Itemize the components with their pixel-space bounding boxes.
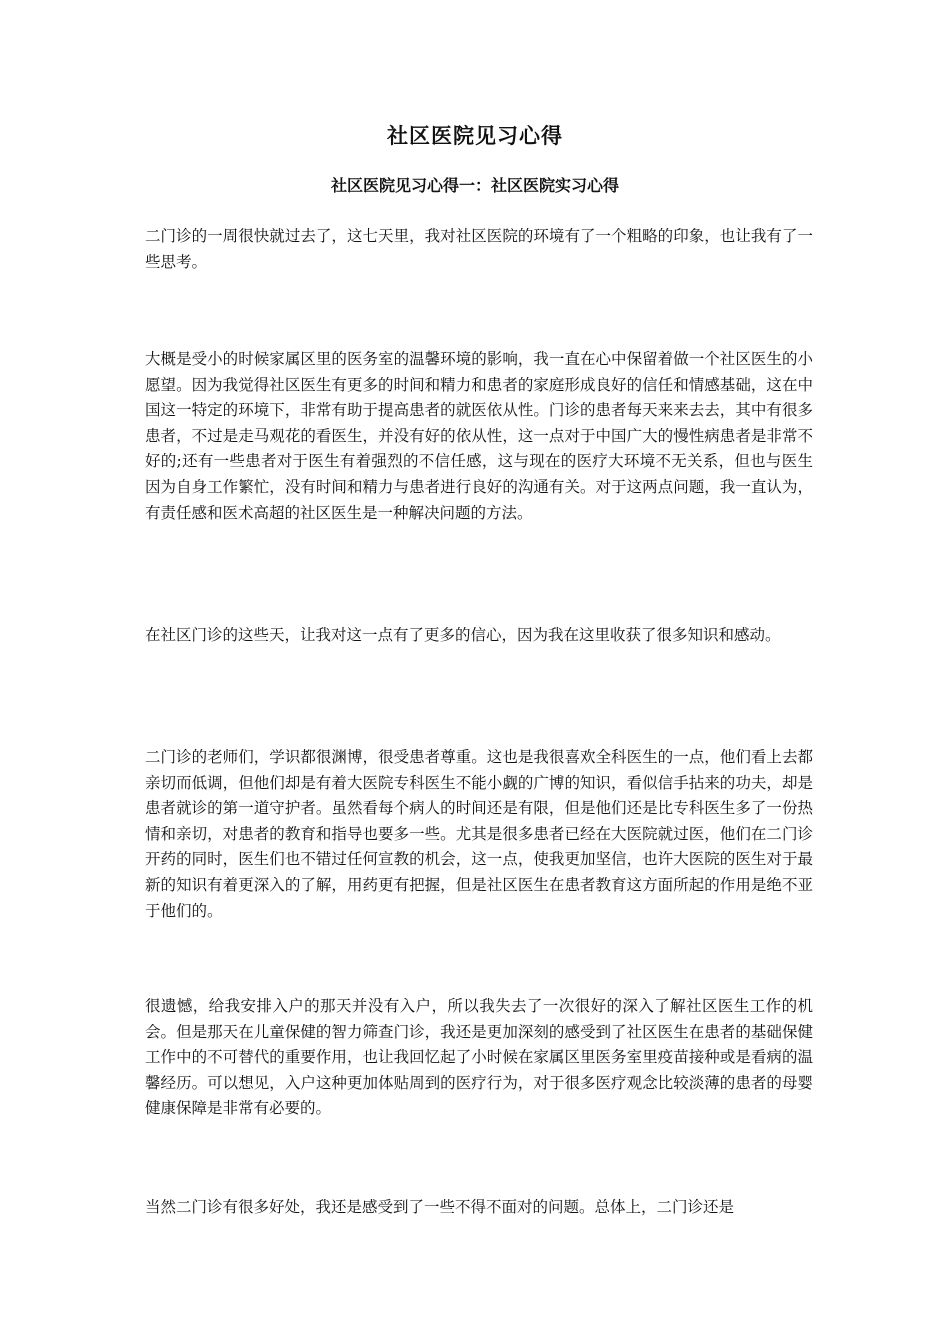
paragraph-2: 大概是受小的时候家属区里的医务室的温馨环境的影响，我一直在心中保留着做一个社区医生的小愿望。因为我觉得社区医生有更多的时间和精力和患者的家庭形成良好的信任和情感基础，这在中国这一特定的环境下，非常有助于提高患者的就医依从性。门诊的患者每天来来去去，其中有很多患者，不过是走马观花的看医生，并没有好的依从性，这一点对于中国广大的慢性病患者是非常不好的;还有一些患者对于医生有着强烈的不信任感，这与现在的医疗大环境不无关系，但也与医生因为自身工作繁忙，没有时间和精力与患者进行良好的沟通有关。对于这两点问题，我一直认为，有责任感和医术高超的社区医生是一种解决问题的方法。 <box>145 350 813 522</box>
document-title: 社区医院见习心得 <box>387 123 563 148</box>
paragraph-4: 二门诊的老师们，学识都很渊博，很受患者尊重。这也是我很喜欢全科医生的一点，他们看上去都亲切而低调，但他们却是有着大医院专科医生不能小觑的广博的知识，看似信手拈来的功夫，却是患者就诊的第一道守护者。虽然看每个病人的时间还是有限，但是他们还是比专科医生多了一份热情和亲切，对患者的教育和指导也要多一些。尤其是很多患者已经在大医院就过医，他们在二门诊开药的同时，医生们也不错过任何宣教的机会，这一点，使我更加坚信，也许大医院的医生对于最新的知识有着更深入的了解，用药更有把握，但是社区医生在患者教育这方面所起的作用是绝不亚于他们的。 <box>145 748 813 920</box>
paragraph-3: 在社区门诊的这些天，让我对这一点有了更多的信心，因为我在这里收获了很多知识和感动。 <box>145 626 781 644</box>
document-subtitle: 社区医院见习心得一：社区医院实习心得 <box>330 176 619 195</box>
paragraph-6: 当然二门诊有很多好处，我还是感受到了一些不得不面对的问题。总体上，二门诊还是 <box>145 1198 735 1216</box>
paragraph-5: 很遗憾，给我安排入户的那天并没有入户，所以我失去了一次很好的深入了解社区医生工作的机会。但是那天在儿童保健的智力筛查门诊，我还是更加深刻的感受到了社区医生在患者的基础保健工作中的不可替代的重要作用，也让我回忆起了小时候在家属区里医务室里疫苗接种或是看病的温馨经历。可以想见，入户这种更加体贴周到的医疗行为，对于很多医疗观念比较淡薄的患者的母婴健康保障是非常有必要的。 <box>145 997 813 1118</box>
paragraph-1: 二门诊的一周很快就过去了，这七天里，我对社区医院的环境有了一个粗略的印象，也让我有了一些思考。 <box>145 227 813 271</box>
